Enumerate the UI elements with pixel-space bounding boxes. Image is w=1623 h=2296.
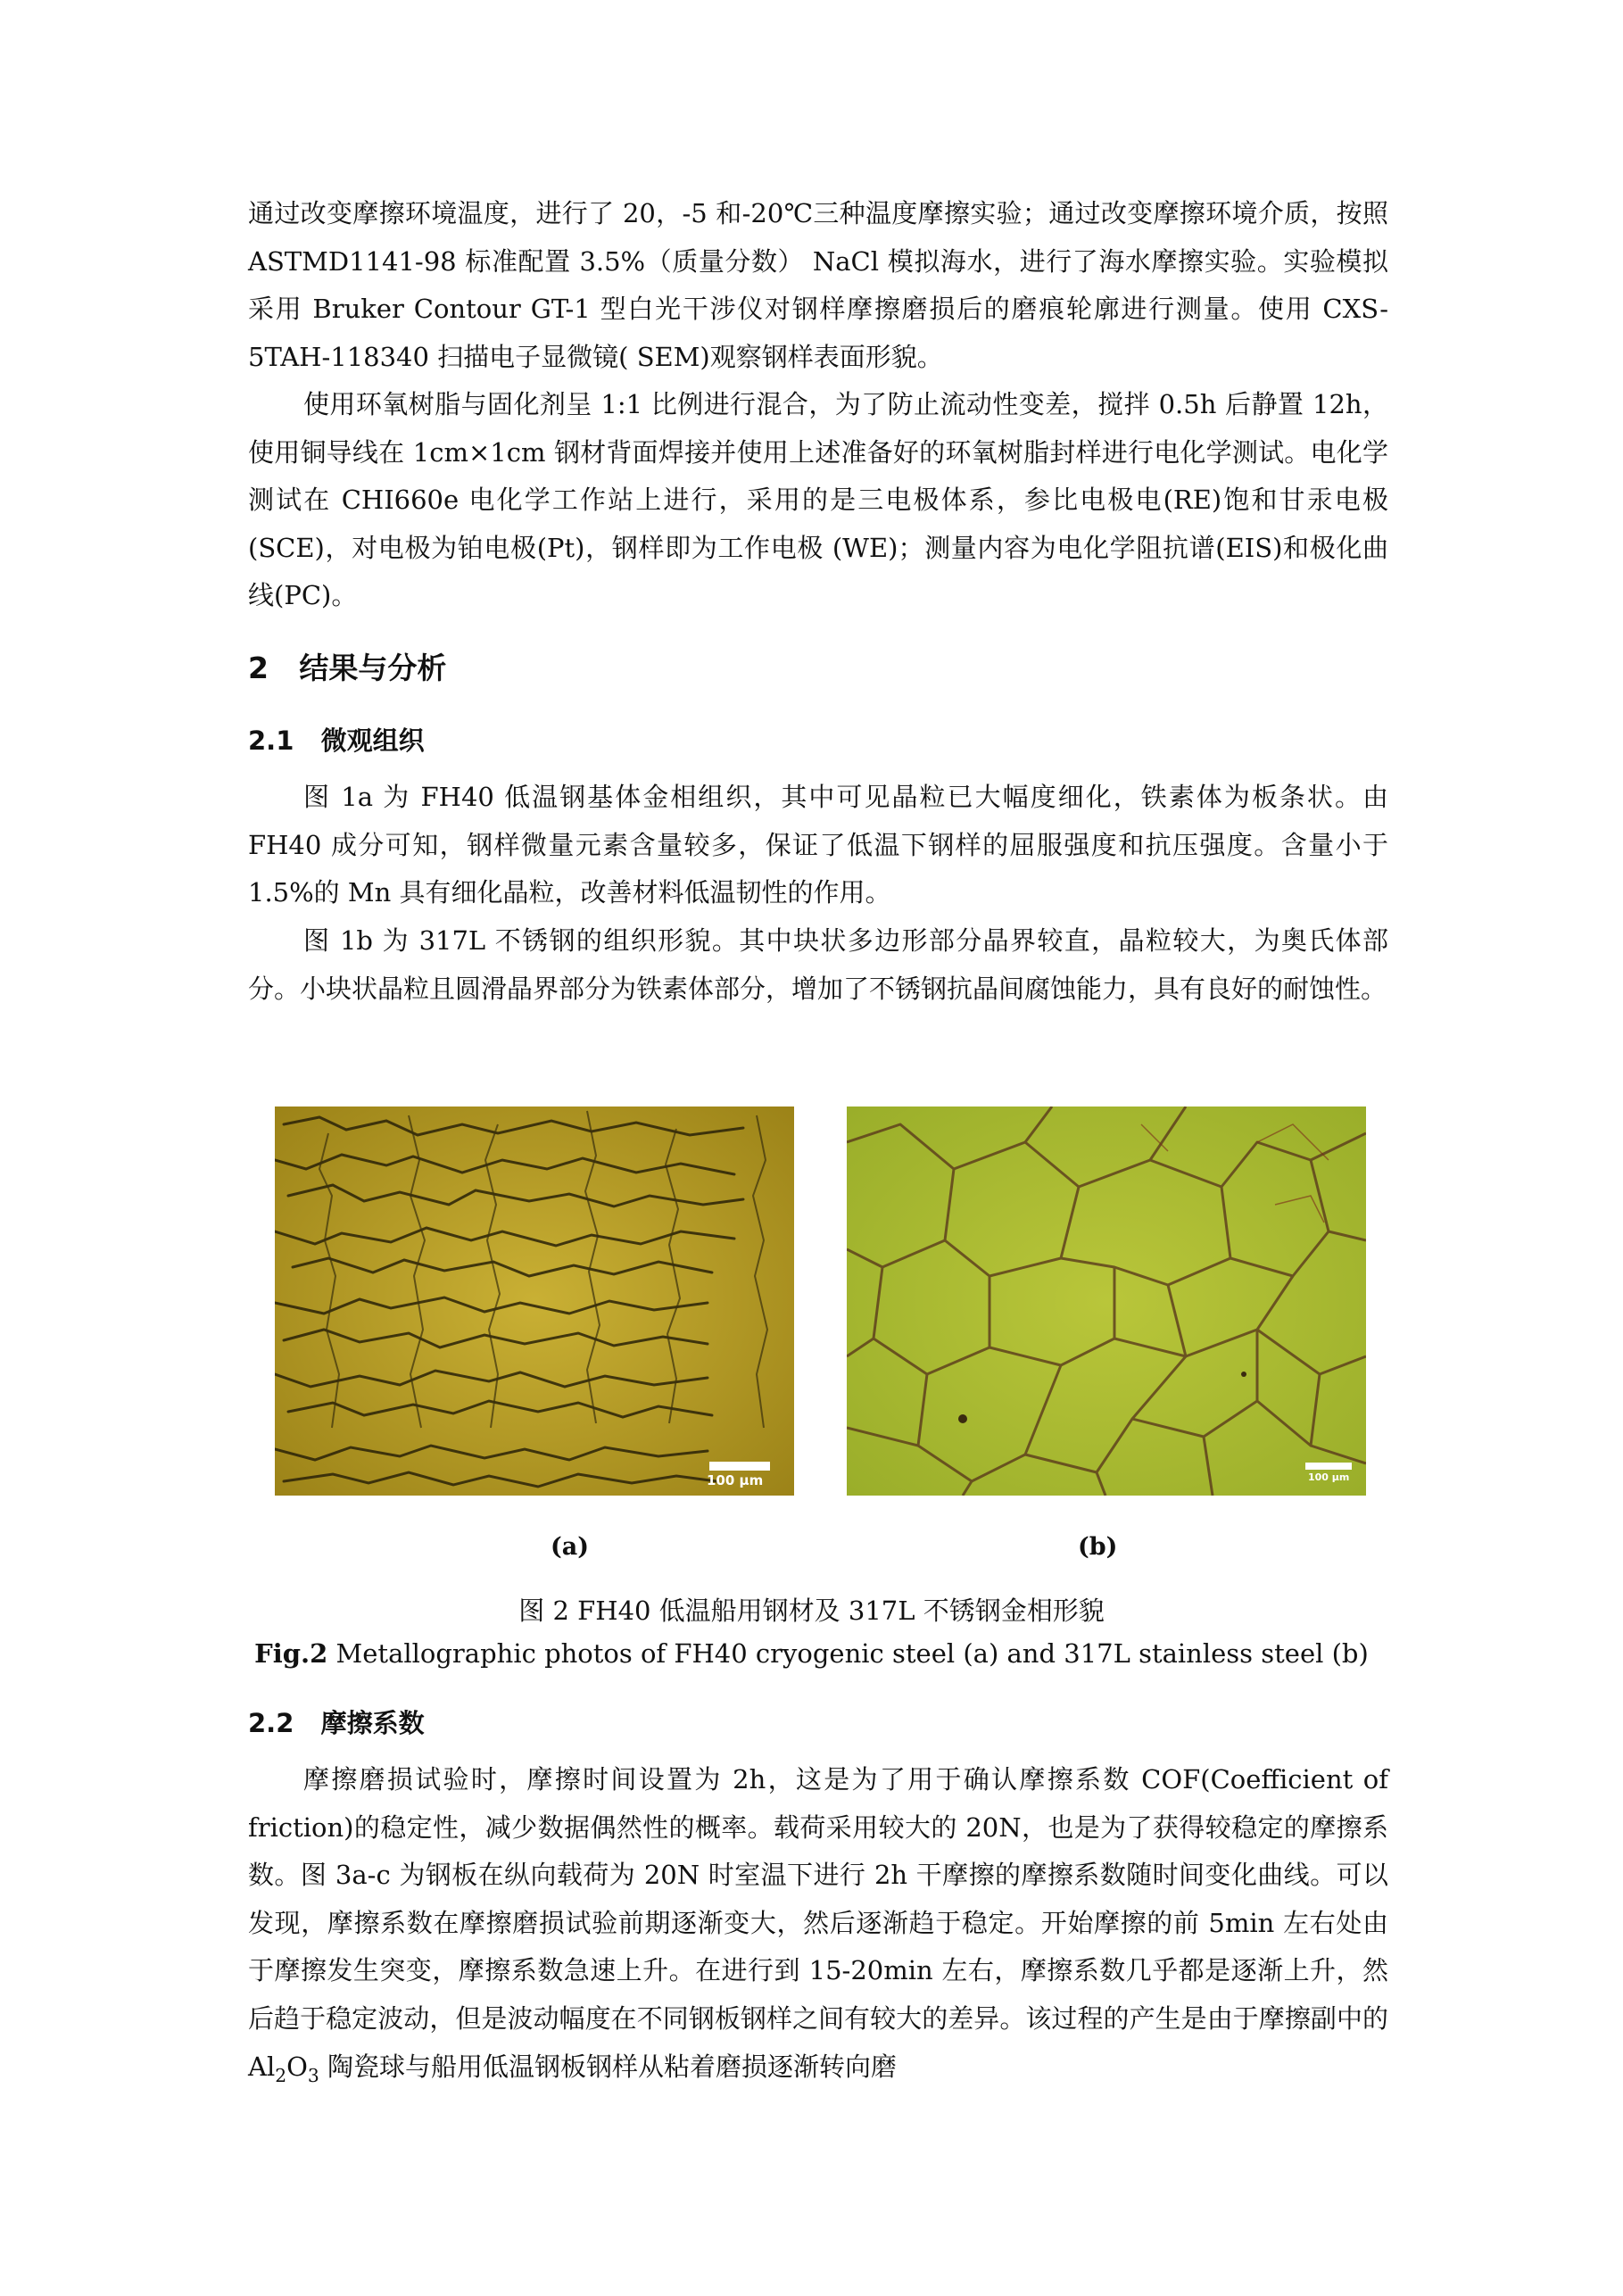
- micrograph-fh40: [275, 1107, 794, 1496]
- friction-text-after: 陶瓷球与船用低温钢板钢样从粘着磨损逐渐转向磨: [319, 2051, 898, 2082]
- subsection-heading-microstructure: 2.1 微观组织: [248, 725, 425, 756]
- figure-caption-english: [0, 1638, 1623, 1669]
- paragraph-317l-microstructure: 图 1b 为 317L 不锈钢的组织形貌。其中块状多边形部分晶界较直，晶粒较大，为奥氏体部分。小块状晶粒且圆滑晶界部分为铁素体部分，增加了不锈钢抗晶间腐蚀能力，具有良好的耐蚀性。: [248, 925, 1388, 1004]
- figure-caption-text: Metallographic photos of FH40 cryogenic steel (a) and 317L stainless steel (b): [327, 1638, 1369, 1669]
- scale-bar-label-b: 100 μm: [1308, 1471, 1350, 1483]
- scale-bar-label-a: 100 μm: [707, 1472, 764, 1488]
- subscript-2: 2: [275, 2064, 287, 2086]
- friction-text-before: 摩擦磨损试验时，摩擦时间设置为 2h，这是为了用于确认摩擦系数 COF(Coefficient of friction)的稳定性，减少数据偶然性的概率。载荷采用较大的 20N，也是为了获得较稳定的摩擦系数。图 3a-c 为钢板在纵向载荷为 20N 时室温下进行 2h 干摩擦的摩擦系数随时间变化曲线。可以发现，摩擦系数在摩擦磨损试验前期逐渐变大，然后逐渐趋于稳定。开始摩擦的前 5min 左右处由于摩擦发生突变，摩擦系数急速上升。在进行到 15-20min 左右，摩擦系数几乎都是逐渐上升，然后趋于稳定波动，但是波动幅度在不同钢板钢样之间有较大的差异。该过程的产生是由于摩擦副中的 Al: [248, 1764, 1388, 2082]
- figure-label-a: (a): [551, 1533, 590, 1561]
- section-heading-results: 2 结果与分析: [248, 651, 447, 685]
- paragraph-friction-coefficient: [248, 1756, 1388, 2091]
- figure-caption-prefix: Fig.2: [254, 1638, 328, 1669]
- figure-label-b: (b): [1078, 1533, 1118, 1561]
- subsection-heading-friction-coefficient: 2.2 摩擦系数: [248, 1708, 425, 1738]
- micrograph-317l: [847, 1107, 1366, 1496]
- paragraph-methods-friction: 通过改变摩擦环境温度，进行了 20，-5 和-20℃三种温度摩擦实验；通过改变摩擦环境介质，按照 ASTMD1141-98 标准配置 3.5%（质量分数） NaCl 模拟海水，进行了海水摩擦实验。实验模拟采用 Bruker Contour GT-1 型白光干涉仪对钢样摩擦磨损后的磨痕轮廓进行测量。使用 CXS-5TAH-118340 扫描电子显微镜( SEM)观察钢样表面形貌。: [248, 198, 1388, 372]
- paragraph-fh40-microstructure: 图 1a 为 FH40 低温钢基体金相组织，其中可见晶粒已大幅度细化，铁素体为板条状。由 FH40 成分可知，钢样微量元素含量较多，保证了低温下钢样的屈服强度和抗压强度。含量小于 1.5%的 Mn 具有细化晶粒，改善材料低温韧性的作用。: [248, 782, 1388, 908]
- paragraph-methods-electrochem: 使用环氧树脂与固化剂呈 1:1 比例进行混合，为了防止流动性变差，搅拌 0.5h 后静置 12h，使用铜导线在 1cm×1cm 钢材背面焊接并使用上述准备好的环氧树脂封样进行电化学测试。电化学测试在 CHI660e 电化学工作站上进行，采用的是三电极体系，参比电极电(RE)饱和甘汞电极(SCE)，对电极为铂电极(Pt)，钢样即为工作电极 (WE)；测量内容为电化学阻抗谱(EIS)和极化曲线(PC)。: [248, 389, 1388, 611]
- figure-caption-chinese: 图 2 FH40 低温船用钢材及 317L 不锈钢金相形貌: [518, 1596, 1105, 1626]
- friction-text-o: O: [286, 2051, 308, 2082]
- subscript-3: 3: [307, 2064, 319, 2086]
